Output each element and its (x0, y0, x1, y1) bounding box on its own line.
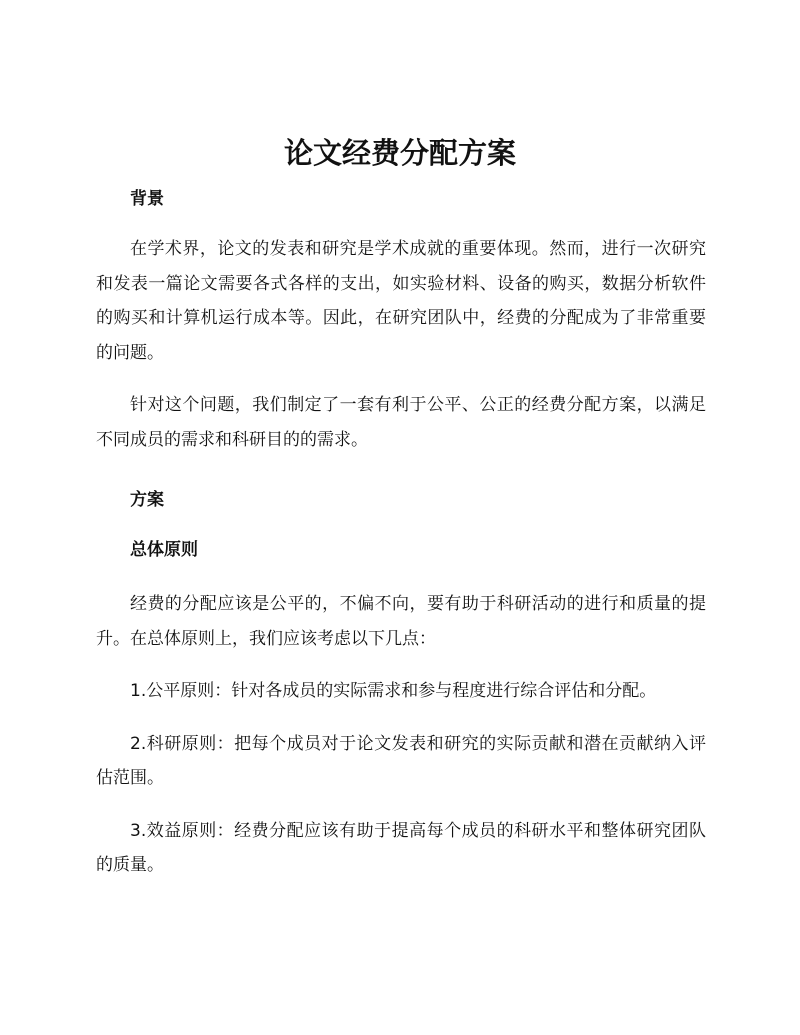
section-heading-background: 背景 (130, 189, 164, 209)
principle-item-benefit: 3.效益原则：经费分配应该有助于提高每个成员的科研水平和整体研究团队的质量。 (96, 820, 706, 875)
background-paragraph-2: 针对这个问题，我们制定了一套有利于公平、公正的经费分配方案，以满足不同成员的需求和科研目的的需求。 (96, 395, 706, 450)
principle-item-research: 2.科研原则：把每个成员对于论文发表和研究的实际贡献和潜在贡献纳入评估范围。 (96, 733, 706, 788)
document-title: 论文经费分配方案 (283, 136, 516, 170)
subsection-heading-overall-principles: 总体原则 (130, 540, 198, 560)
background-paragraph-1: 在学术界，论文的发表和研究是学术成就的重要体现。然而，进行一次研究和发表一篇论文需要各式各样的支出，如实验材料、设备的购买，数据分析软件的购买和计算机运行成本等。因此，在研究团队中，经费的分配成为了非常重要的问题。 (96, 239, 706, 363)
document-body (96, 184, 706, 883)
section-heading-plan: 方案 (130, 490, 164, 510)
principle-item-fairness: 1.公平原则：针对各成员的实际需求和参与程度进行综合评估和分配。 (130, 681, 657, 701)
overall-principles-paragraph: 经费的分配应该是公平的，不偏不向，要有助于科研活动的进行和质量的提升。在总体原则上，我们应该考虑以下几点： (96, 594, 706, 649)
